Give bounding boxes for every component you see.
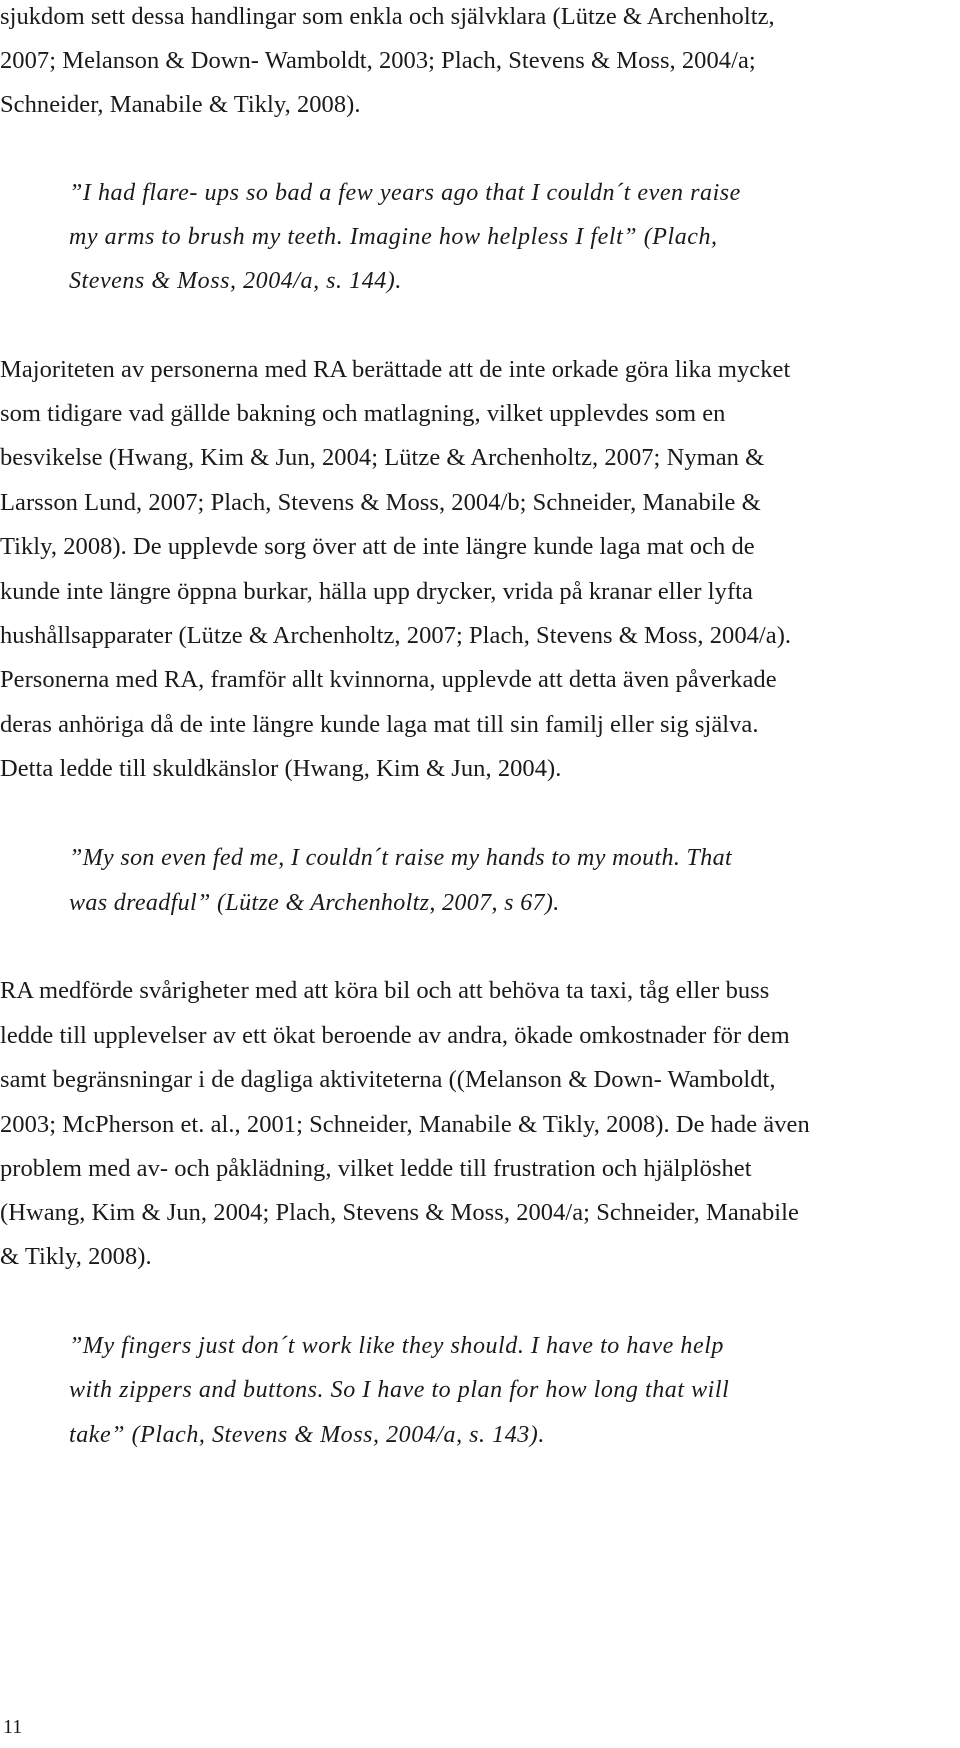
paragraph-2-line-5: Tikly, 2008). De upplevde sorg över att de inte längre kunde laga mat och de <box>0 533 755 560</box>
paragraph-2-line-6: kunde inte längre öppna burkar, hälla upp drycker, vrida på kranar eller lyfta <box>0 578 753 605</box>
paragraph-2-line-4: Larsson Lund, 2007; Plach, Stevens & Moss, 2004/b; Schneider, Manabile & <box>0 489 761 516</box>
quote-1-line-1: ”I had flare- ups so bad a few years ago that I couldn´t even raise <box>69 180 741 206</box>
page-number: 11 <box>3 1716 23 1738</box>
paragraph-2-line-10: Detta ledde till skuldkänslor (Hwang, Kim & Jun, 2004). <box>0 755 562 782</box>
paragraph-3-line-4: 2003; McPherson et. al., 2001; Schneider, Manabile & Tikly, 2008). De hade även <box>0 1111 810 1138</box>
paragraph-2-line-2: som tidigare vad gällde bakning och matlagning, vilket upplevdes som en <box>0 400 726 427</box>
quote-1-line-3: Stevens & Moss, 2004/a, s. 144). <box>69 268 402 294</box>
paragraph-3-line-7: & Tikly, 2008). <box>0 1243 152 1270</box>
quote-2-line-2: was dreadful” (Lütze & Archenholtz, 2007, s 67). <box>69 890 560 916</box>
quote-3-line-3: take” (Plach, Stevens & Moss, 2004/a, s. 143). <box>69 1422 545 1448</box>
paragraph-2-line-3: besvikelse (Hwang, Kim & Jun, 2004; Lütze & Archenholtz, 2007; Nyman & <box>0 444 765 471</box>
intro-line-2: 2007; Melanson & Down- Wamboldt, 2003; Plach, Stevens & Moss, 2004/a; <box>0 47 756 74</box>
quote-3-line-1: ”My fingers just don´t work like they should. I have to have help <box>69 1333 724 1359</box>
paragraph-3-line-3: samt begränsningar i de dagliga aktiviteterna ((Melanson & Down- Wamboldt, <box>0 1066 776 1093</box>
paragraph-2-line-8: Personerna med RA, framför allt kvinnorna, upplevde att detta även påverkade <box>0 666 777 693</box>
quote-3-line-2: with zippers and buttons. So I have to plan for how long that will <box>69 1377 730 1403</box>
quote-2-line-1: ”My son even fed me, I couldn´t raise my hands to my mouth. That <box>69 845 732 871</box>
paragraph-3-line-5: problem med av- och påklädning, vilket ledde till frustration och hjälplöshet <box>0 1155 752 1182</box>
paragraph-3-line-2: ledde till upplevelser av ett ökat beroende av andra, ökade omkostnader för dem <box>0 1022 790 1049</box>
paragraph-2-line-1: Majoriteten av personerna med RA berättade att de inte orkade göra lika mycket <box>0 356 791 383</box>
paragraph-2-line-7: hushållsapparater (Lütze & Archenholtz, 2007; Plach, Stevens & Moss, 2004/a). <box>0 622 792 649</box>
intro-line-1: sjukdom sett dessa handlingar som enkla och självklara (Lütze & Archenholtz, <box>0 3 775 30</box>
paragraph-3-line-1: RA medförde svårigheter med att köra bil och att behöva ta taxi, tåg eller buss <box>0 977 770 1004</box>
intro-line-3: Schneider, Manabile & Tikly, 2008). <box>0 91 361 118</box>
paragraph-3-line-6: (Hwang, Kim & Jun, 2004; Plach, Stevens & Moss, 2004/a; Schneider, Manabile <box>0 1199 799 1226</box>
paragraph-2-line-9: deras anhöriga då de inte längre kunde laga mat till sin familj eller sig själva. <box>0 711 759 738</box>
quote-1-line-2: my arms to brush my teeth. Imagine how helpless I felt” (Plach, <box>69 224 718 250</box>
